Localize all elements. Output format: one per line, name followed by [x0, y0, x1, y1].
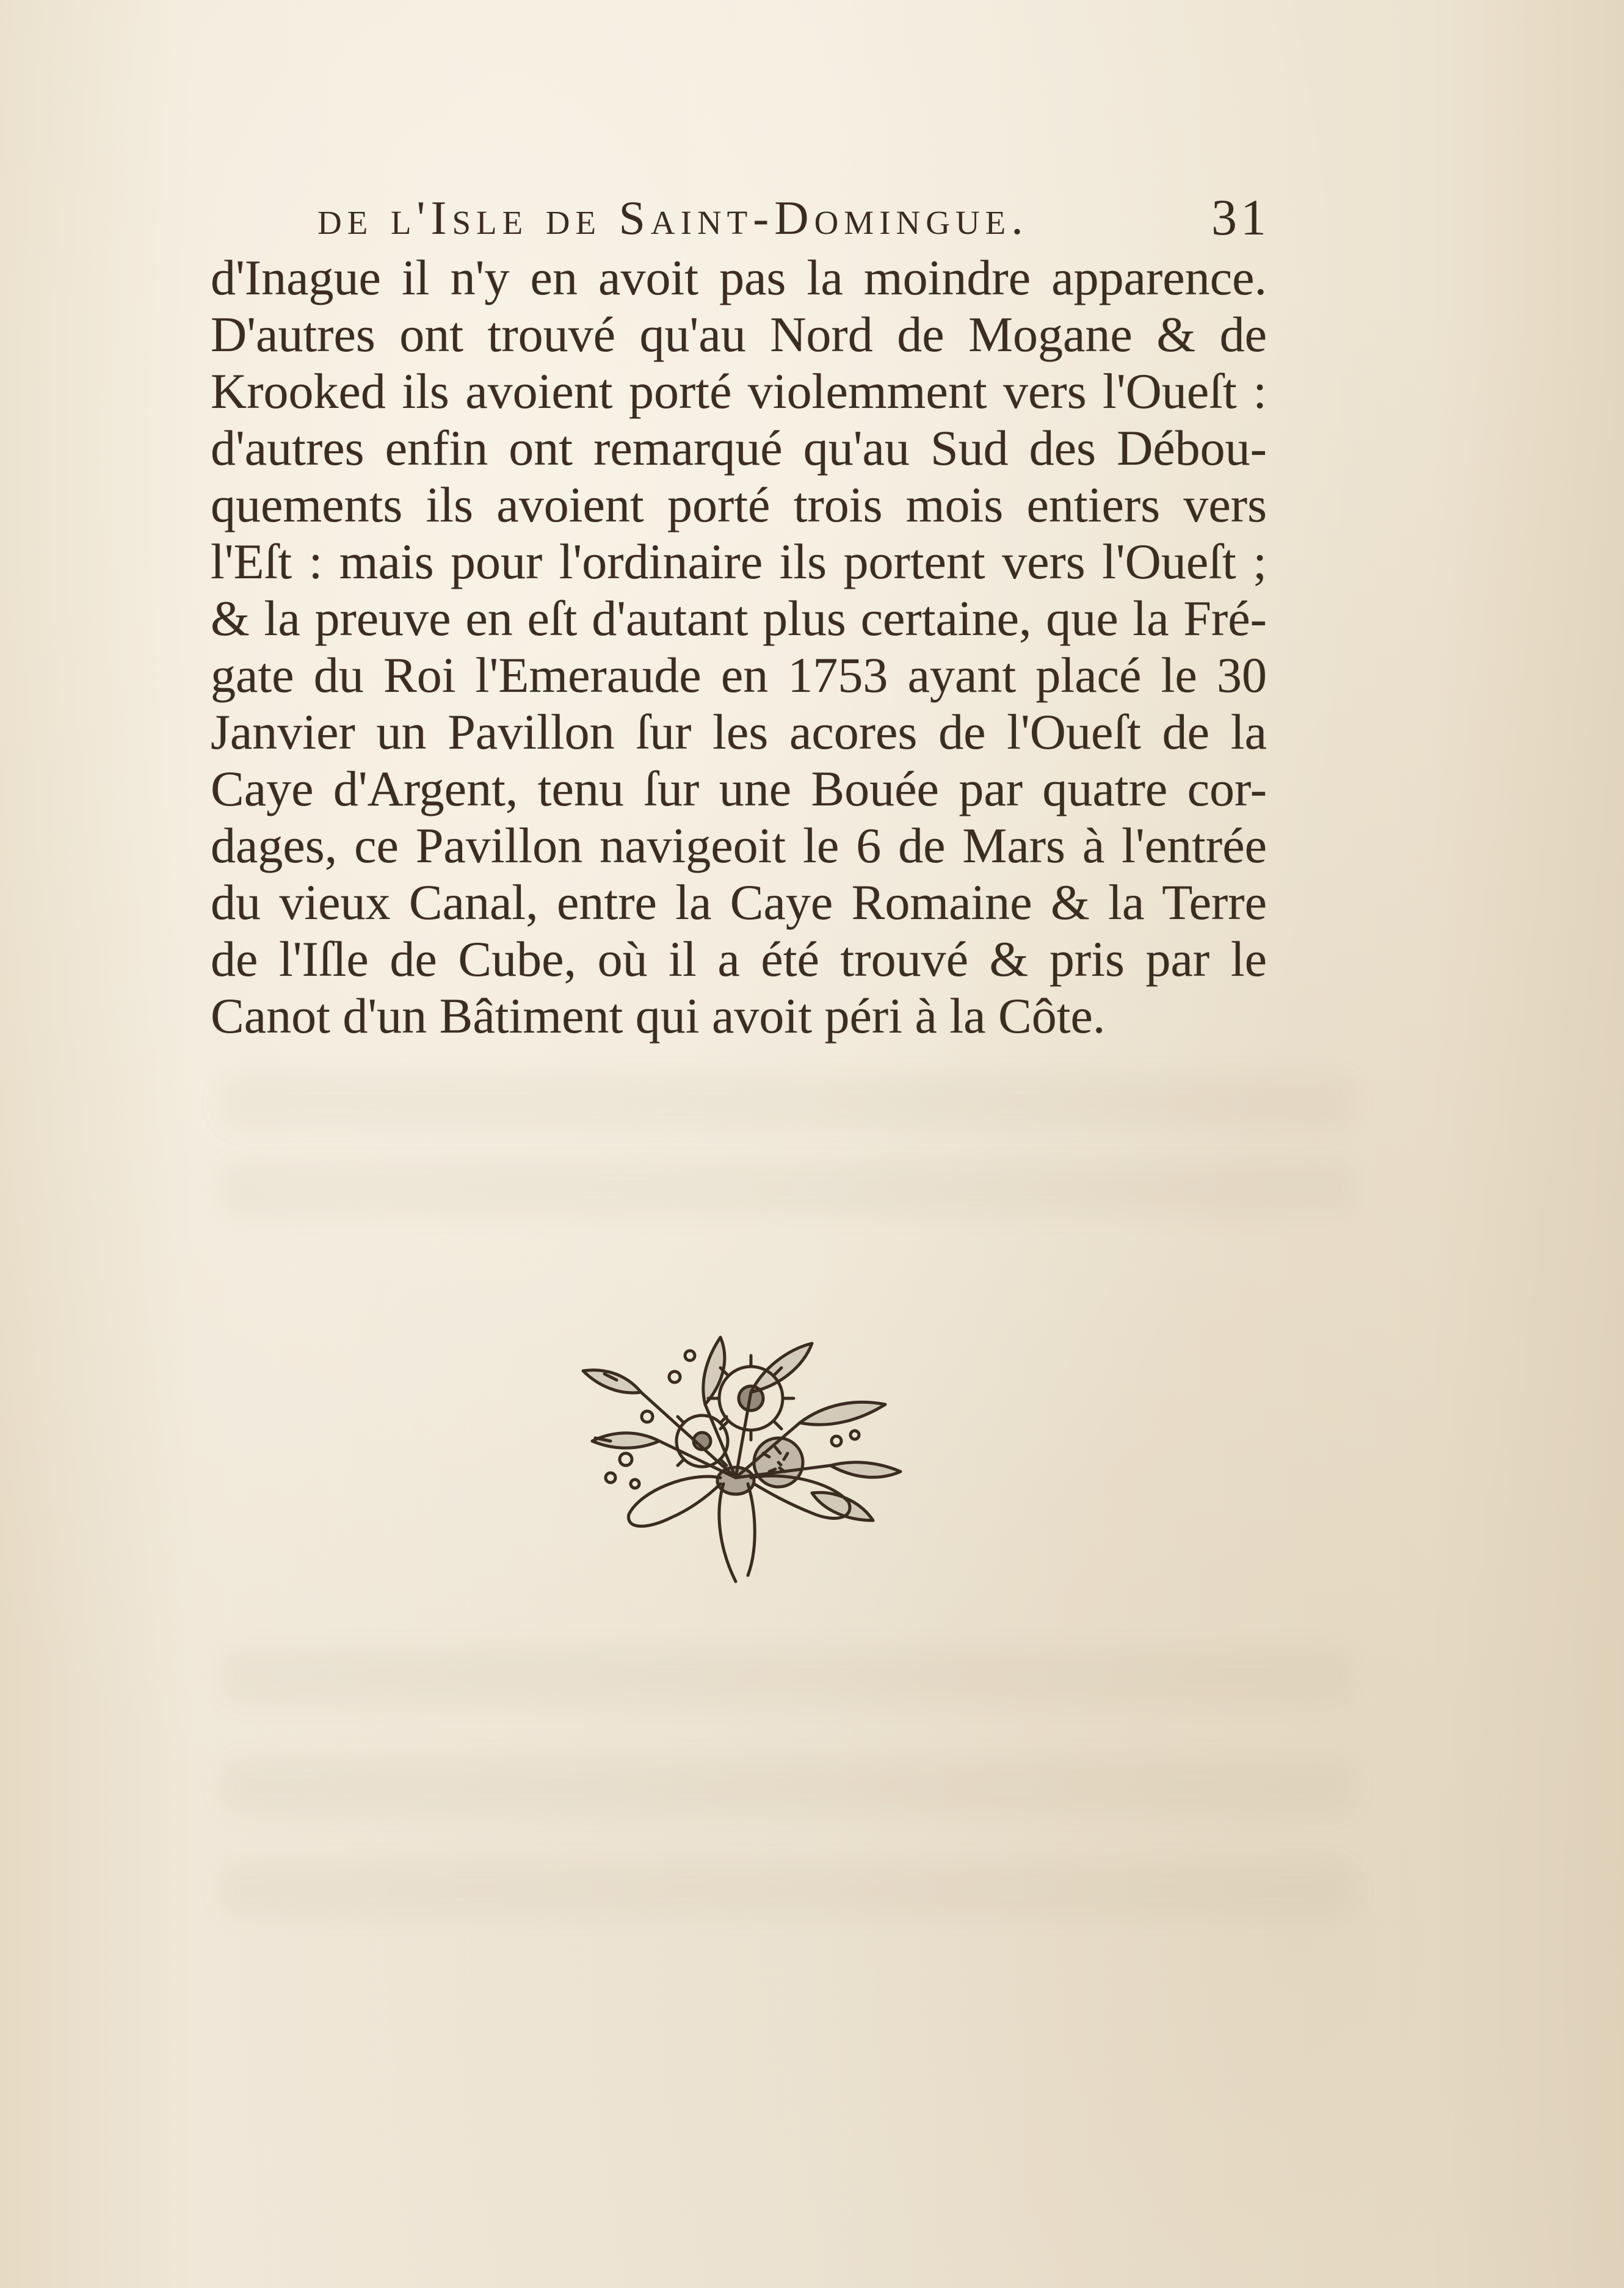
- page-header: [317, 183, 1270, 256]
- text-line: l'Eſt : mais pour l'ordinaire ils portent vers l'Oueſt ;: [211, 534, 1267, 589]
- page-number: 31: [1211, 189, 1270, 246]
- body-text: [211, 249, 1267, 1044]
- text-line: dages, ce Pavillon navigeoit le 6 de Mars à l'entrée: [211, 818, 1267, 873]
- floral-bouquet-icon: [568, 1319, 922, 1588]
- text-line: Caye d'Argent, tenu ſur une Bouée par quatre cor-: [211, 761, 1267, 816]
- show-through-shadow: [220, 1862, 1355, 1917]
- text-line: D'autres ont trouvé qu'au Nord de Mogane & de: [211, 307, 1267, 362]
- text-line: & la preuve en eſt d'autant plus certaine, que la Fré-: [211, 590, 1267, 646]
- show-through-shadow: [220, 1075, 1355, 1130]
- text-line: de l'Iſle de Cube, où il a été trouvé & pris par le: [211, 931, 1267, 987]
- text-line: quements ils avoient porté trois mois entiers vers: [211, 477, 1267, 532]
- text-line: d'autres enfin ont remarqué qu'au Sud des Débou-: [211, 420, 1267, 476]
- text-line: d'Inague il n'y en avoit pas la moindre apparence.: [211, 250, 1267, 305]
- text-line: Canot d'un Bâtiment qui avoit péri à la Côte.: [211, 988, 1106, 1044]
- text-line: Janvier un Pavillon ſur les acores de l'Oueſt de la: [211, 704, 1267, 760]
- show-through-shadow: [220, 1160, 1355, 1215]
- text-line: Krooked ils avoient porté violemment vers l'Oueſt :: [211, 363, 1267, 419]
- running-title: de l'Isle de Saint-Domingue.: [317, 191, 1029, 244]
- text-line: du vieux Canal, entre la Caye Romaine & la Terre: [211, 874, 1267, 930]
- show-through-shadow: [220, 1649, 1355, 1704]
- show-through-shadow: [220, 1759, 1355, 1814]
- text-line: gate du Roi l'Emeraude en 1753 ayant placé le 30: [211, 647, 1267, 703]
